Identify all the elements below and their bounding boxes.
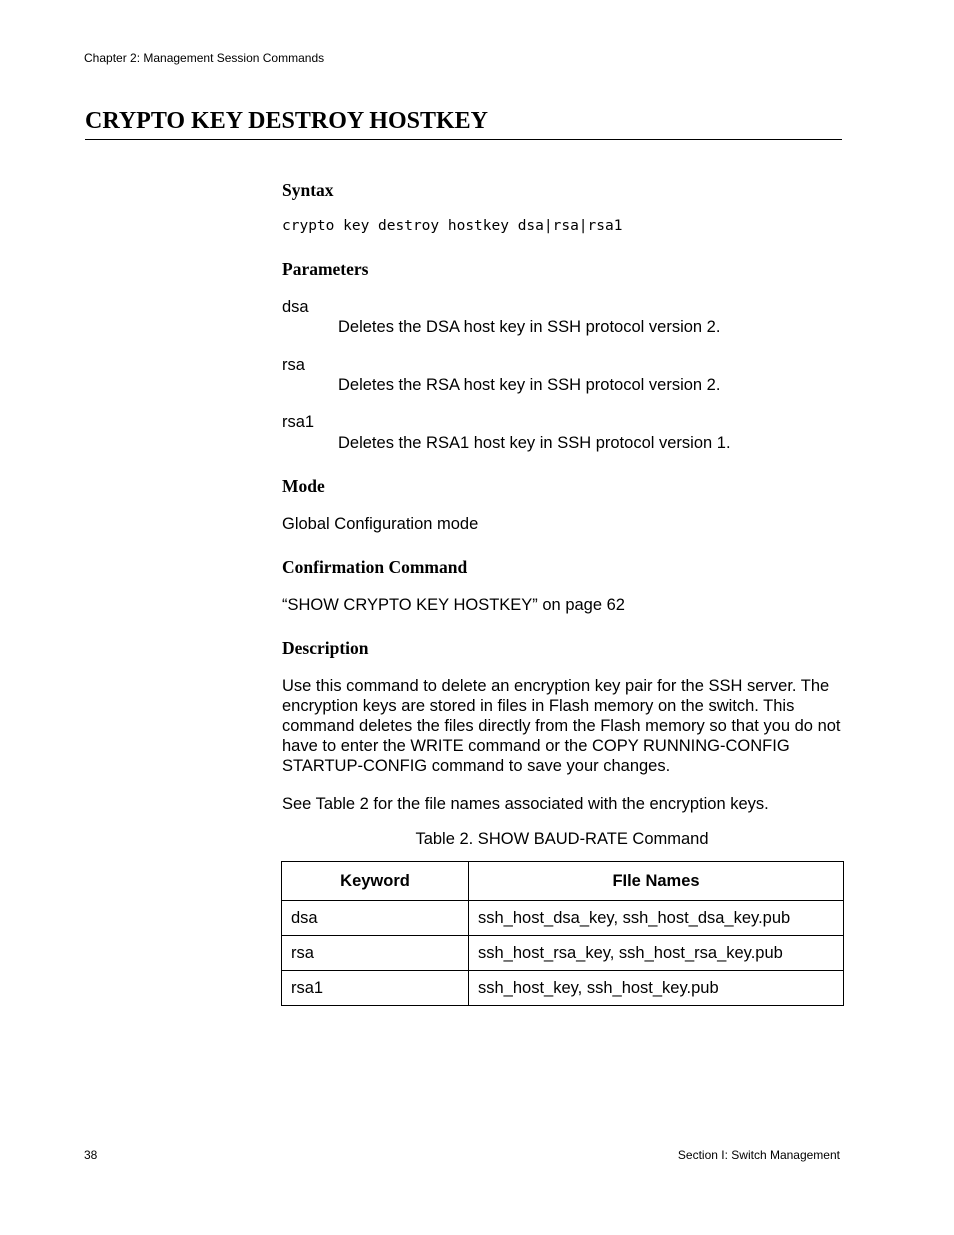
running-header: Chapter 2: Management Session Commands — [84, 51, 325, 65]
mode-text: Global Configuration mode — [282, 515, 479, 533]
param-desc-dsa: Deletes the DSA host key in SSH protocol version 2. — [338, 318, 721, 336]
section-footer: Section I: Switch Management — [677, 1148, 840, 1162]
page-title: CRYPTO KEY DESTROY HOSTKEY — [85, 107, 842, 140]
page-number: 38 — [84, 1148, 98, 1162]
param-desc-rsa: Deletes the RSA host key in SSH protocol version 2. — [338, 376, 721, 394]
table-cell-file-names: ssh_host_key, ssh_host_key.pub — [469, 971, 844, 1006]
column-header-file-names: FIle Names — [469, 862, 844, 901]
table-header-row — [282, 862, 844, 901]
table-cell-keyword: rsa — [282, 936, 469, 971]
table-row — [282, 936, 844, 971]
table-cell-file-names: ssh_host_rsa_key, ssh_host_rsa_key.pub — [469, 936, 844, 971]
param-desc-rsa1: Deletes the RSA1 host key in SSH protocol version 1. — [338, 434, 731, 452]
confirmation-link[interactable]: “SHOW CRYPTO KEY HOSTKEY” on page 62 — [282, 596, 625, 614]
description-table-reference: See Table 2 for the file names associated with the encryption keys. — [282, 795, 769, 813]
param-name-rsa: rsa — [282, 356, 305, 374]
syntax-command: crypto key destroy hostkey dsa|rsa|rsa1 — [282, 218, 623, 234]
mode-heading: Mode — [282, 476, 325, 496]
table-cell-keyword: dsa — [282, 901, 469, 936]
table-row — [282, 971, 844, 1006]
table-cell-keyword: rsa1 — [282, 971, 469, 1006]
table-cell-file-names: ssh_host_dsa_key, ssh_host_dsa_key.pub — [469, 901, 844, 936]
table-caption: Table 2. SHOW BAUD-RATE Command — [415, 830, 709, 848]
confirmation-heading: Confirmation Command — [282, 557, 468, 577]
param-name-rsa1: rsa1 — [282, 413, 315, 431]
keyword-file-table — [281, 861, 844, 1006]
syntax-heading: Syntax — [282, 180, 334, 200]
description-paragraph: Use this command to delete an encryption key pair for the SSH server. The encryption keys are stored in files in Flash memory on the switch. This command deletes the files directly from the Flash memory so that you do not have to enter the WRITE command or the COPY RUNNING-CONFIG STARTUP-CONFIG command to save your changes. — [282, 677, 841, 775]
param-name-dsa: dsa — [282, 298, 309, 316]
parameters-heading: Parameters — [282, 259, 369, 279]
description-heading: Description — [282, 638, 369, 658]
table-row — [282, 901, 844, 936]
column-header-keyword: Keyword — [282, 862, 469, 901]
